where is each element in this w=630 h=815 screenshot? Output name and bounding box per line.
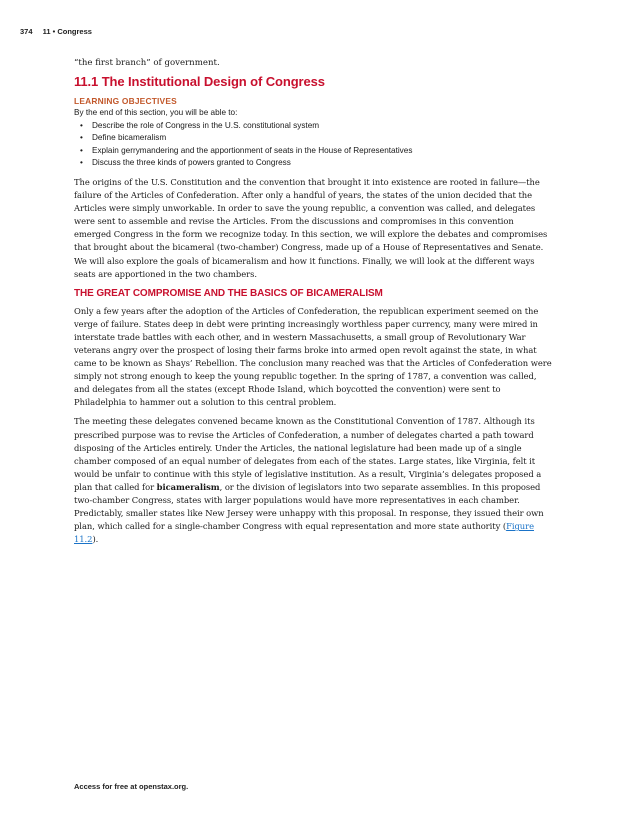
section-title: 11.1 The Institutional Design of Congress <box>74 74 325 89</box>
figure-link[interactable]: Figure 11.2 <box>74 521 534 545</box>
page-content <box>74 57 552 552</box>
subsection-heading: THE GREAT COMPROMISE AND THE BASICS OF BICAMERALISM <box>74 287 383 299</box>
paragraph-constitutional-convention: The meeting these delegates convened became known as the Constitutional Convention of 1787. Although its prescribed purpose was to revise the Articles of Confederation, a number of delegates charted a path toward disposing of the Articles entirely. Under the Articles, the national legislature had been made up of a single chamber composed of an equal number of delegates from each of the states. Large states, like Virginia, felt it would be unfair to continue with this style of legislative institution. As a result, Virginia’s delegates proposed a plan that called for bicameralism, or the division of legislators into two separate assemblies. In this proposed two-chamber Congress, states with larger populations would have more representatives in each chamber. Predictably, smaller states like New Jersey were unhappy with this proposal. In response, they issued their own plan, which called for a single-chamber Congress with equal representation and more state authority (Figure 11.2). <box>74 416 544 545</box>
chapter-label: 11 • Congress <box>42 27 92 36</box>
page-footer: Access for free at openstax.org. <box>74 782 189 791</box>
paragraph-intro: The origins of the U.S. Constitution and the convention that brought it into existence are rooted in failure—the failure of the Articles of Confederation. After only a handful of years, the states of the union decided that the Articles were simply unworkable. In order to save the young republic, a convention was called, and delegates were sent to assemble and revise the Articles. From the discussions and compromises in this convention emerged Congress in the form we recognize today. In this section, we will explore the debates and compromises that brought about the bicameral (two-chamber) Congress, made up of a House of Representatives and Senate. We will also explore the goals of bicameralism and how it functions. Finally, we will look at the different ways seats are apportioned in the two chambers. <box>74 176 548 279</box>
list-item: • Discuss the three kinds of powers granted to Congress <box>80 158 291 168</box>
list-item: • Explain gerrymandering and the apportionment of seats in the House of Representatives <box>80 145 413 155</box>
page-number: 374 <box>20 27 33 36</box>
continued-text: “the first branch” of government. <box>74 58 220 68</box>
list-item: • Define bicameralism <box>80 133 167 143</box>
learning-objectives-heading: LEARNING OBJECTIVES <box>74 96 177 106</box>
list-item: • Describe the role of Congress in the U.S. constitutional system <box>80 120 320 130</box>
learning-objectives-intro: By the end of this section, you will be able to: <box>74 108 238 117</box>
learning-objectives-list <box>80 120 552 170</box>
learning-objectives <box>74 95 552 170</box>
paragraph-great-compromise: Only a few years after the adoption of the Articles of Confederation, the republican experiment seemed on the verge of failure. States deep in debt were printing increasingly worthless paper currency, many were mired in interstate trade battles with each other, and in western Massachusetts, a small group of Revolutionary War veterans angry over the prospect of losing their farms broke into armed open revolt against the state, in what came to be known as Shays’ Rebellion. The conclusion many reached was that the Articles of Confederation were simply not strong enough to keep the young republic together. In the spring of 1787, a convention was called, and delegates from all the states (except Rhode Island, which boycotted the convention) were sent to Philadelphia to hammer out a solution to this central problem. <box>74 305 552 408</box>
page-header <box>20 27 92 36</box>
key-term-bicameralism: bicameralism <box>156 481 220 492</box>
